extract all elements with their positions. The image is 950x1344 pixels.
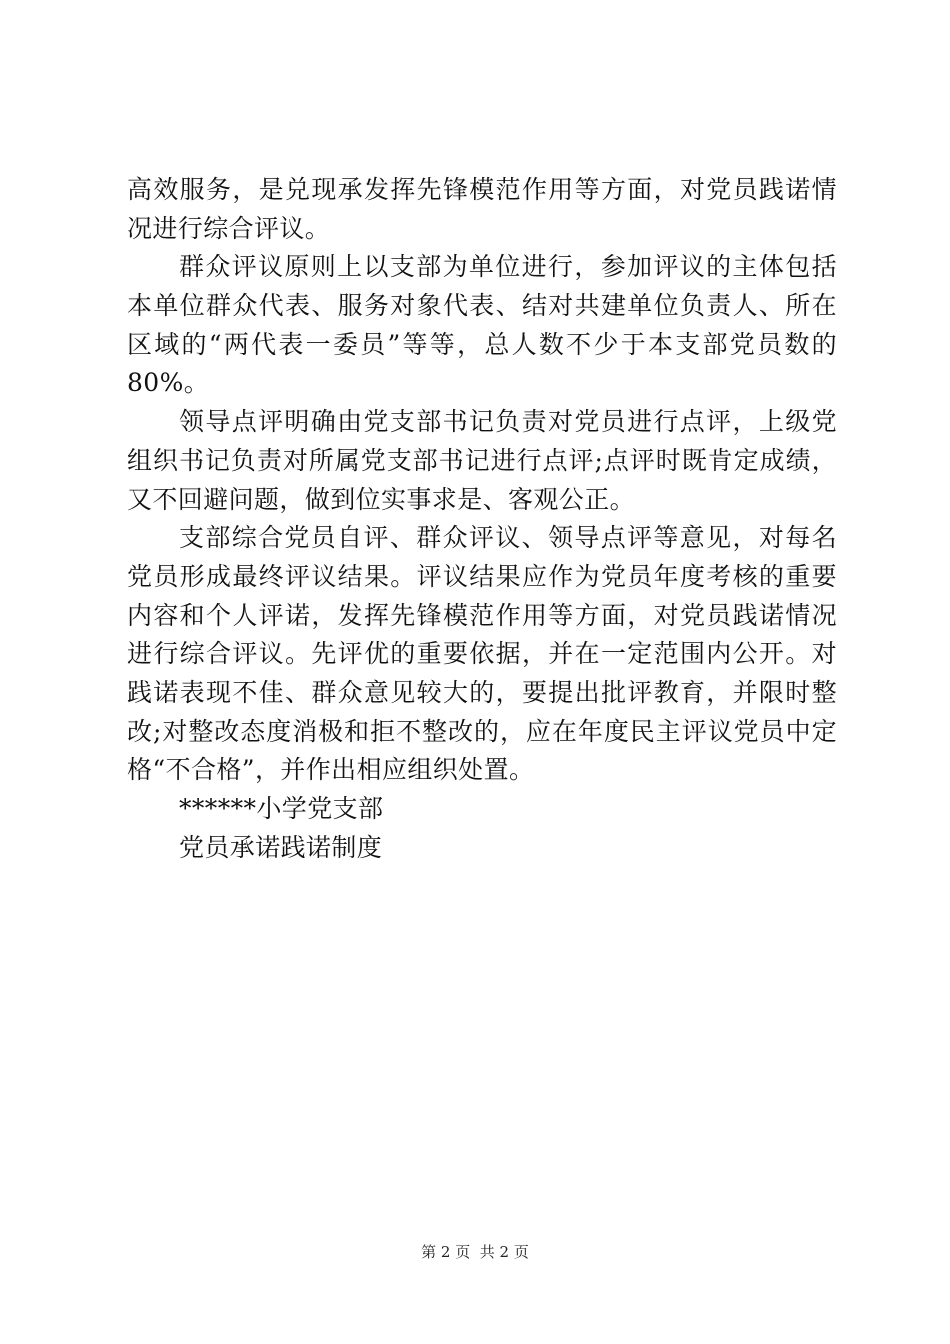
text-line: 80%。 bbox=[127, 368, 210, 398]
text-line: 区域的“两代表一委员”等等，总人数不少于本支部党员数的 bbox=[127, 329, 837, 359]
text-line: 内容和个人评诺，发挥先锋模范作用等方面，对党员践诺情况 bbox=[127, 600, 837, 630]
text-line: 践诺表现不佳、群众意见较大的，要提出批评教育，并限时整 bbox=[127, 677, 837, 707]
text-line: 又不回避问题，做到位实事求是、客观公正。 bbox=[127, 484, 636, 514]
document-body bbox=[127, 171, 837, 867]
text-line: 进行综合评议。先评优的重要依据，并在一定范围内公开。对 bbox=[127, 639, 837, 669]
text-line: 格“不合格”，并作出相应组织处置。 bbox=[127, 755, 535, 785]
text-line: 群众评议原则上以支部为单位进行，参加评议的主体包括 bbox=[179, 252, 837, 282]
page-footer: 第 2 页 共 2 页 bbox=[421, 1243, 529, 1261]
text-line: 党员承诺践诺制度 bbox=[179, 832, 383, 862]
text-line: 组织书记负责对所属党支部书记进行点评;点评时既肯定成绩， bbox=[127, 445, 837, 475]
text-line: ******小学党支部 bbox=[179, 794, 384, 823]
text-line: 改;对整改态度消极和拒不整改的，应在年度民主评议党员中定 bbox=[127, 716, 837, 746]
text-line: 党员形成最终评议结果。评议结果应作为党员年度考核的重要 bbox=[127, 561, 837, 591]
text-line: 支部综合党员自评、群众评议、领导点评等意见，对每名 bbox=[179, 523, 837, 553]
text-line: 高效服务，是兑现承发挥先锋模范作用等方面，对党员践诺情 bbox=[127, 175, 837, 204]
text-line: 领导点评明确由党支部书记负责对党员进行点评，上级党 bbox=[179, 407, 837, 437]
text-line: 况进行综合评议。 bbox=[127, 213, 331, 243]
text-line: 本单位群众代表、服务对象代表、结对共建单位负责人、所在 bbox=[127, 291, 837, 321]
